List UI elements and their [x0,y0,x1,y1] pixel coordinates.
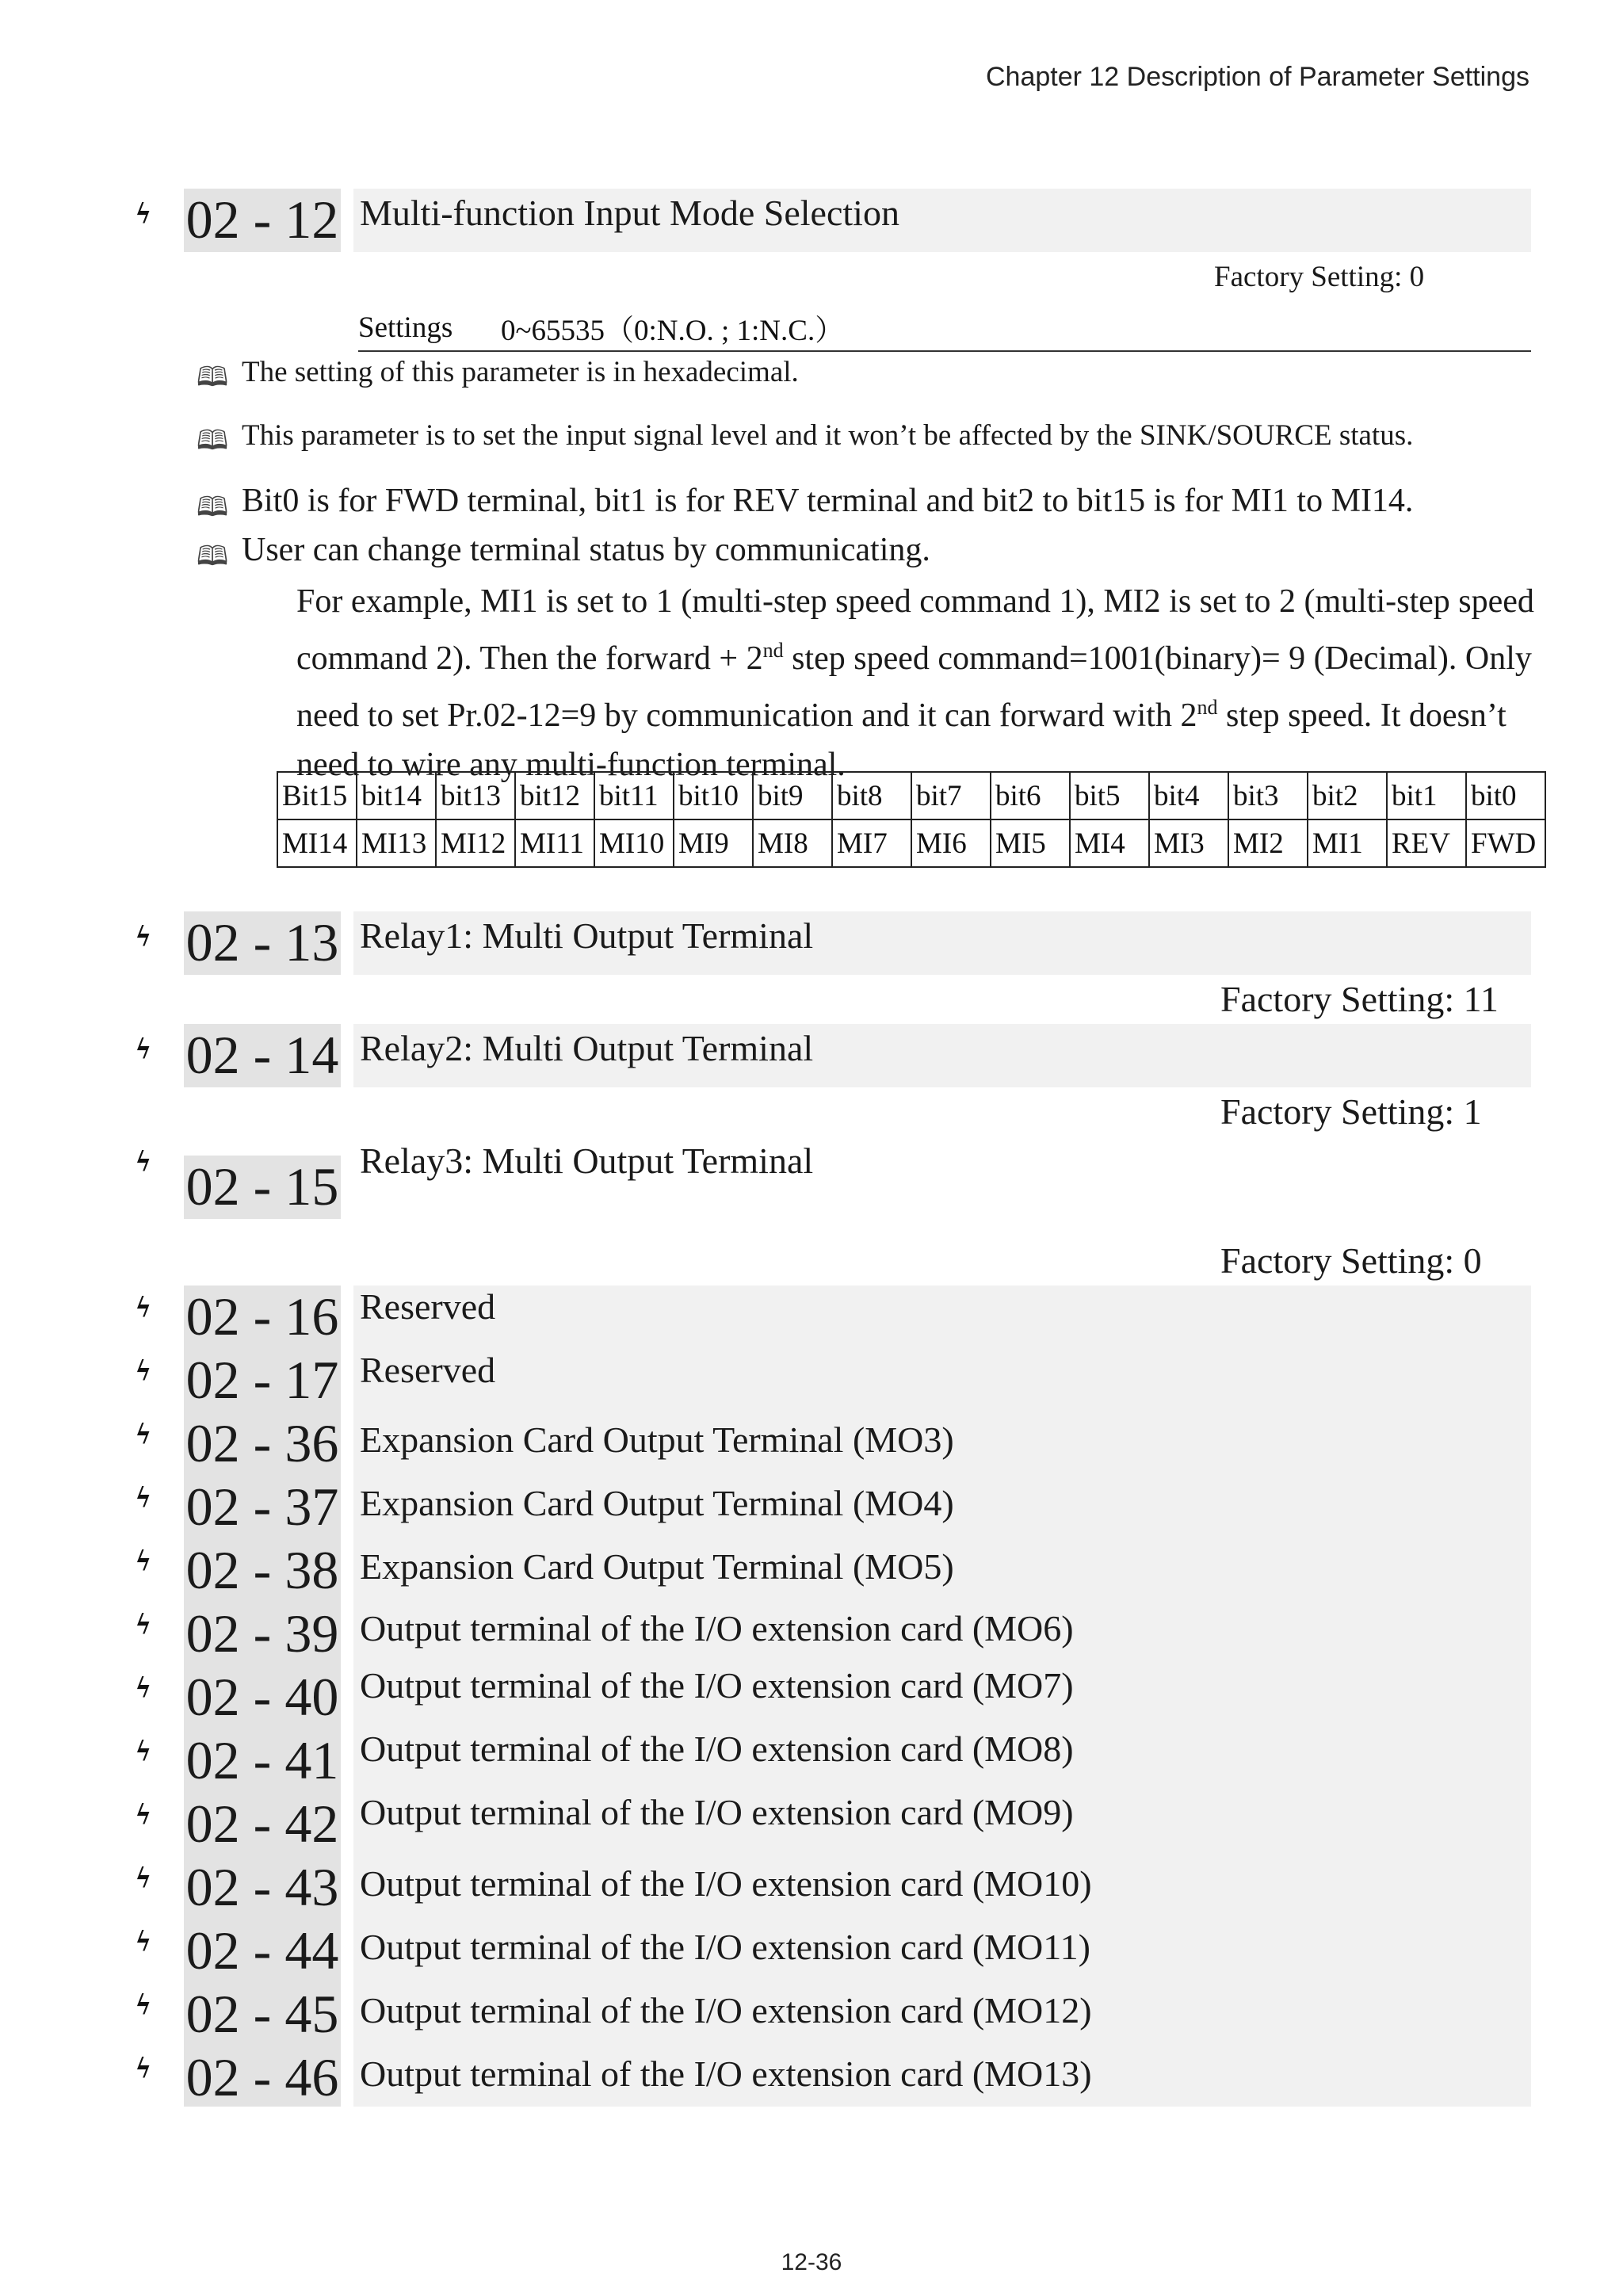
bit-cell: bit12 [515,772,594,819]
bit-cell: bit4 [1149,772,1228,819]
terminal-cell: MI12 [436,819,515,867]
param-number: 02 - 44 [185,1920,339,1981]
param-title-bar [353,911,1531,975]
param-number: 02 - 42 [185,1794,339,1854]
bit-cell: bit14 [357,772,436,819]
note-text: User can change terminal status by communicating. [242,532,930,568]
param-title: Output terminal of the I/O extension card (MO13) [360,2053,1092,2094]
terminal-cell: MI6 [911,819,991,867]
terminal-cell: MI13 [357,819,436,867]
terminal-cell: MI2 [1228,819,1308,867]
bit-cell: Bit15 [277,772,357,819]
terminal-cell: MI11 [515,819,594,867]
bit-cell: bit11 [594,772,674,819]
bit-cell: bit0 [1466,772,1545,819]
param-number: 02 - 41 [185,1730,339,1790]
lightning-mark-icon: ϟ [136,1418,151,1451]
param-number: 02 - 17 [185,1350,339,1410]
param-number: 02 - 36 [185,1413,339,1473]
param-title: Relay3: Multi Output Terminal [360,1140,814,1181]
param-number: 02 - 40 [185,1667,339,1727]
lightning-mark-icon: ϟ [136,1545,151,1578]
book-icon: 🕮 [197,361,229,393]
example-line: need to wire any multi-function terminal. [296,747,846,783]
terminal-cell: MI10 [594,819,674,867]
terminal-cell: MI14 [277,819,357,867]
lightning-mark-icon: ϟ [136,1798,151,1832]
param-number: 02 - 37 [185,1477,339,1537]
terminal-cell: MI3 [1149,819,1228,867]
note-text: This parameter is to set the input signal level and it won’t be affected by the SINK/SOURCE status. [242,419,1414,452]
example-line: For example, MI1 is set to 1 (multi-step speed command 1), MI2 is set to 2 (multi-step speed [296,583,1534,620]
terminal-cell: FWD [1466,819,1545,867]
param-title: Output terminal of the I/O extension card (MO6) [360,1608,1074,1648]
settings-value: 0~65535（0:N.O. ; 1:N.C.） [501,315,845,347]
param-title-bar [353,189,1531,252]
bit-cell: bit7 [911,772,991,819]
lightning-mark-icon: ϟ [136,1925,151,1958]
superscript: nd [762,639,784,662]
param-number: 02 - 15 [184,1156,341,1219]
bit-cell: bit8 [832,772,911,819]
param-title: Reserved [360,1350,496,1390]
bit-cell: bit6 [991,772,1070,819]
param-title: Multi-function Input Mode Selection [360,193,899,233]
terminal-cell: MI5 [991,819,1070,867]
lightning-mark-icon: ϟ [136,1481,151,1515]
lightning-mark-icon: ϟ [136,1988,151,2022]
example-line [296,626,1533,683]
param-title: Relay1: Multi Output Terminal [360,915,814,956]
param-number: 02 - 43 [185,1857,339,1917]
param-title: Expansion Card Output Terminal (MO5) [360,1546,954,1587]
book-icon: 🕮 [197,491,229,523]
lightning-mark-icon: ϟ [136,2052,151,2085]
bit-cell: bit5 [1070,772,1149,819]
book-icon: 🕮 [197,541,229,572]
terminal-row [277,819,1545,867]
param-title: Output terminal of the I/O extension card (MO11) [360,1927,1090,1967]
example-paragraph [296,577,1533,789]
param-number: 02 - 16 [185,1286,339,1347]
terminal-cell: MI9 [674,819,753,867]
note-text: The setting of this parameter is in hexadecimal. [242,356,799,388]
param-title: Output terminal of the I/O extension card (MO7) [360,1665,1074,1706]
settings-row [358,304,1531,352]
lightning-mark-icon: ϟ [136,920,151,953]
param-title: Reserved [360,1286,496,1327]
bit-table [277,771,1546,868]
bit-cell: bit13 [436,772,515,819]
param-title: Expansion Card Output Terminal (MO3) [360,1419,954,1460]
param-number: 02 - 46 [185,2047,339,2107]
param-number: 02 - 39 [185,1603,339,1664]
lightning-mark-icon: ϟ [136,1671,151,1705]
note-text: Bit0 is for FWD terminal, bit1 is for REV terminal and bit2 to bit15 is for MI1 to MI14. [242,483,1414,519]
param-number: 02 - 12 [184,189,341,252]
lightning-mark-icon: ϟ [136,197,151,231]
param-title-bar [353,1024,1531,1087]
terminal-cell: MI4 [1070,819,1149,867]
param-title: Relay2: Multi Output Terminal [360,1028,814,1068]
bit-cell: bit2 [1308,772,1387,819]
param-title: Expansion Card Output Terminal (MO4) [360,1483,954,1523]
factory-setting: Factory Setting: 11 [1220,979,1499,1019]
factory-setting: Factory Setting: 0 [1220,1240,1482,1281]
lightning-mark-icon: ϟ [136,1608,151,1641]
example-text: step speed command=1001(binary)= 9 (Decimal). Only [783,640,1532,677]
bit-cell: bit9 [753,772,832,819]
bit-cell: bit10 [674,772,753,819]
superscript: nd [1197,696,1218,719]
param-title: Output terminal of the I/O extension card (MO10) [360,1863,1092,1904]
lightning-mark-icon: ϟ [136,1033,151,1066]
param-title: Output terminal of the I/O extension card (MO12) [360,1990,1092,2030]
bit-row [277,772,1545,819]
terminal-cell: REV [1387,819,1466,867]
example-text: need to set Pr.02-12=9 by communication and it can forward with 2 [296,697,1197,734]
bit-cell: bit1 [1387,772,1466,819]
param-title: Output terminal of the I/O extension card (MO8) [360,1729,1074,1769]
bit-cell: bit3 [1228,772,1308,819]
terminal-cell: MI1 [1308,819,1387,867]
example-text: command 2). Then the forward + 2 [296,640,763,677]
lightning-mark-icon: ϟ [136,1145,151,1179]
terminal-cell: MI7 [832,819,911,867]
param-title: Output terminal of the I/O extension card (MO9) [360,1792,1074,1832]
lightning-mark-icon: ϟ [136,1862,151,1895]
example-line [296,683,1533,740]
lightning-mark-icon: ϟ [136,1354,151,1388]
page-number: 12-36 [781,2249,842,2275]
param-number: 02 - 45 [185,1984,339,2044]
chapter-header: Chapter 12 Description of Parameter Settings [985,62,1529,92]
param-number: 02 - 13 [184,911,341,975]
example-text: step speed. It doesn’t [1217,697,1507,734]
book-icon: 🕮 [197,425,229,457]
lightning-mark-icon: ϟ [136,1735,151,1768]
terminal-cell: MI8 [753,819,832,867]
param-number: 02 - 38 [185,1540,339,1600]
lightning-mark-icon: ϟ [136,1291,151,1324]
factory-setting: Factory Setting: 0 [1214,261,1425,293]
factory-setting: Factory Setting: 1 [1220,1091,1482,1132]
settings-label: Settings [358,311,453,344]
param-number: 02 - 14 [184,1024,341,1087]
